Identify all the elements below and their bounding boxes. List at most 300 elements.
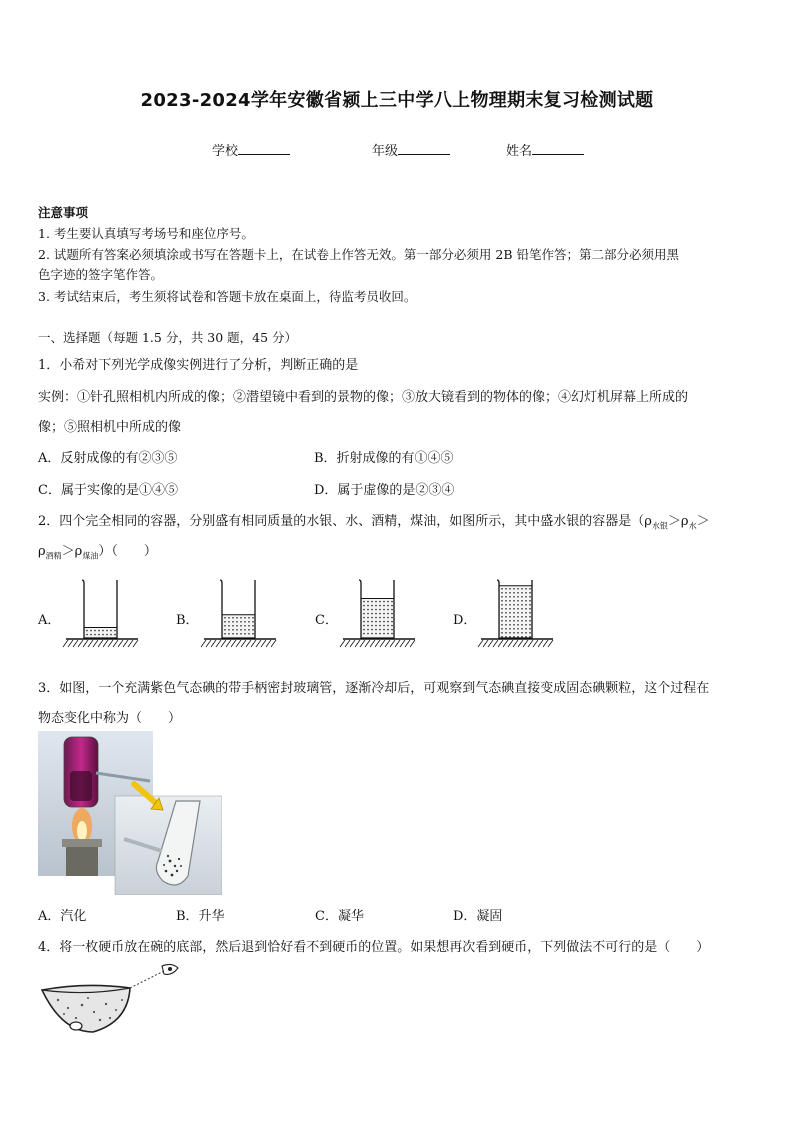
liquid-dot: [224, 621, 226, 623]
liquid-dot: [513, 632, 515, 634]
liquid-dot: [509, 588, 511, 590]
liquid-dot: [505, 588, 507, 590]
liquid-dot: [363, 633, 365, 635]
q1-example-line-2: 像；⑤照相机中所成的像: [38, 420, 182, 435]
ground-hatch: [360, 640, 365, 647]
liquid-dot: [387, 613, 389, 615]
notes-heading: 注意事项: [38, 205, 89, 220]
liquid-dot: [375, 633, 377, 635]
liquid-fill: [84, 628, 117, 638]
liquid-fill: [361, 599, 394, 638]
liquid-dot: [110, 634, 112, 636]
liquid-dot: [383, 625, 385, 627]
q1-stem: 1．小希对下列光学成像实例进行了分析，判断正确的是: [38, 358, 359, 373]
liquid-dot: [525, 588, 527, 590]
liquid-dot: [505, 600, 507, 602]
q2-stem-line-2: $\rho_{酒精}>\rho_{煤油}$）（ ）: [38, 544, 157, 561]
note-line-3: 色字迹的签字笔作答。: [38, 267, 164, 282]
school-blank: [238, 142, 290, 155]
note-line-2: 2. 试题所有答案必须填涂或书写在答题卡上，在试卷上作答无效。第一部分必须用 2B 铅笔作答；第二部分必须用黑: [38, 247, 679, 262]
liquid-dot: [236, 629, 238, 631]
liquid-dot: [114, 630, 116, 632]
q3-option-c: C．凝华: [315, 909, 364, 924]
ground-hatch: [241, 640, 246, 647]
liquid-dot: [513, 600, 515, 602]
liquid-dot: [517, 596, 519, 598]
ground-hatch: [226, 640, 231, 647]
liquid-dot: [106, 630, 108, 632]
liquid-dot: [529, 604, 531, 606]
liquid-dot: [521, 616, 523, 618]
ground-hatch: [548, 640, 553, 647]
liquid-dot: [363, 625, 365, 627]
liquid-dot: [509, 596, 511, 598]
ground-hatch: [201, 640, 206, 647]
liquid-dot: [371, 633, 373, 635]
q1-option-b: B．折射成像的有①④⑤: [314, 451, 454, 466]
liquid-dot: [517, 620, 519, 622]
ground-hatch: [93, 640, 98, 647]
liquid-dot: [379, 621, 381, 623]
q2-stem-line-1: 2．四个完全相同的容器，分别盛有相同质量的水银、水、酒精，煤油，如图所示，其中盛水银的容器是（$\rho_{水银}>\rho_水>$: [38, 514, 710, 531]
ground-hatch: [221, 640, 226, 647]
liquid-dot: [509, 616, 511, 618]
liquid-dot: [521, 620, 523, 622]
liquid-dot: [371, 617, 373, 619]
liquid-dot: [232, 617, 234, 619]
liquid-dot: [232, 621, 234, 623]
q3-option-a: A．汽化: [38, 909, 87, 924]
q3-option-d: D．凝固: [453, 909, 503, 924]
q2-option-a-label: A．: [38, 613, 61, 628]
ground-hatch: [88, 640, 93, 647]
liquid-dot: [375, 625, 377, 627]
liquid-dot: [379, 609, 381, 611]
liquid-dot: [363, 601, 365, 603]
liquid-dot: [375, 613, 377, 615]
grade-blank: [398, 142, 450, 155]
liquid-dot: [387, 605, 389, 607]
liquid-dot: [387, 621, 389, 623]
liquid-dot: [387, 629, 389, 631]
liquid-dot: [505, 632, 507, 634]
liquid-dot: [513, 608, 515, 610]
ground-hatch: [123, 640, 128, 647]
liquid-dot: [505, 620, 507, 622]
liquid-dot: [224, 629, 226, 631]
liquid-dot: [363, 617, 365, 619]
liquid-dot: [505, 612, 507, 614]
ground-hatch: [231, 640, 236, 647]
liquid-dot: [529, 600, 531, 602]
ground-hatch: [68, 640, 73, 647]
liquid-dot: [224, 633, 226, 635]
liquid-dot: [379, 629, 381, 631]
note-line-1: 1. 考生要认真填写考场号和座位序号。: [38, 226, 254, 241]
liquid-dot: [387, 617, 389, 619]
liquid-dot: [501, 588, 503, 590]
ground-hatch: [370, 640, 375, 647]
liquid-dot: [367, 601, 369, 603]
ground-hatch: [118, 640, 123, 647]
liquid-dot: [228, 633, 230, 635]
liquid-dot: [232, 633, 234, 635]
liquid-dot: [505, 608, 507, 610]
liquid-dot: [509, 604, 511, 606]
liquid-dot: [375, 609, 377, 611]
liquid-dot: [236, 633, 238, 635]
liquid-dot: [521, 588, 523, 590]
liquid-dot: [367, 629, 369, 631]
liquid-dot: [244, 621, 246, 623]
liquid-dot: [517, 600, 519, 602]
ground-hatch: [503, 640, 508, 647]
liquid-dot: [224, 625, 226, 627]
liquid-dot: [509, 592, 511, 594]
liquid-dot: [529, 592, 531, 594]
liquid-dot: [248, 625, 250, 627]
liquid-dot: [383, 605, 385, 607]
liquid-dot: [529, 612, 531, 614]
liquid-dot: [102, 630, 104, 632]
liquid-dot: [244, 617, 246, 619]
liquid-dot: [529, 628, 531, 630]
liquid-dot: [236, 617, 238, 619]
ground-hatch: [493, 640, 498, 647]
q3-option-b: B．升华: [176, 909, 225, 924]
liquid-dot: [513, 592, 515, 594]
liquid-dot: [383, 633, 385, 635]
school-field: [212, 140, 290, 159]
liquid-dot: [513, 604, 515, 606]
liquid-dot: [244, 633, 246, 635]
liquid-dot: [240, 629, 242, 631]
liquid-dot: [505, 592, 507, 594]
iodine-tube-photo: [38, 731, 222, 895]
liquid-dot: [228, 625, 230, 627]
liquid-dot: [505, 628, 507, 630]
liquid-dot: [252, 617, 254, 619]
beaker-d: [477, 576, 557, 651]
liquid-dot: [509, 600, 511, 602]
liquid-dot: [383, 601, 385, 603]
ground-hatch: [483, 640, 488, 647]
ground-hatch: [478, 640, 483, 647]
liquid-dot: [517, 632, 519, 634]
ground-hatch: [251, 640, 256, 647]
liquid-dot: [501, 604, 503, 606]
ground-hatch: [216, 640, 221, 647]
liquid-dot: [86, 630, 88, 632]
liquid-dot: [521, 624, 523, 626]
ground-hatch: [355, 640, 360, 647]
liquid-dot: [375, 601, 377, 603]
liquid-dot: [525, 604, 527, 606]
liquid-dot: [391, 609, 393, 611]
liquid-dot: [106, 634, 108, 636]
liquid-dot: [509, 608, 511, 610]
page-title: 2023-2024学年安徽省颍上三中学八上物理期末复习检测试题: [140, 90, 654, 111]
q1-example-line-1: 实例：①针孔照相机内所成的像；②潜望镜中看到的景物的像；③放大镜看到的物体的像；④幻灯机屏幕上所成的: [38, 390, 689, 405]
liquid-dot: [244, 625, 246, 627]
ground-hatch: [256, 640, 261, 647]
liquid-dot: [517, 616, 519, 618]
liquid-dot: [505, 596, 507, 598]
ground-hatch: [543, 640, 548, 647]
liquid-dot: [517, 604, 519, 606]
ground-hatch: [246, 640, 251, 647]
liquid-dot: [383, 609, 385, 611]
ground-hatch: [405, 640, 410, 647]
liquid-dot: [252, 621, 254, 623]
liquid-dot: [391, 613, 393, 615]
ground-hatch: [533, 640, 538, 647]
liquid-dot: [513, 628, 515, 630]
liquid-dot: [240, 625, 242, 627]
liquid-dot: [501, 600, 503, 602]
liquid-dot: [505, 604, 507, 606]
liquid-dot: [509, 612, 511, 614]
liquid-dot: [371, 609, 373, 611]
liquid-dot: [529, 608, 531, 610]
liquid-dot: [367, 625, 369, 627]
ground-hatch: [63, 640, 68, 647]
liquid-dot: [501, 632, 503, 634]
liquid-dot: [228, 621, 230, 623]
liquid-dot: [240, 617, 242, 619]
ground-hatch: [410, 640, 415, 647]
ground-hatch: [266, 640, 271, 647]
liquid-dot: [248, 629, 250, 631]
liquid-dot: [521, 604, 523, 606]
liquid-dot: [387, 633, 389, 635]
ground-hatch: [133, 640, 138, 647]
ground-hatch: [128, 640, 133, 647]
liquid-dot: [505, 616, 507, 618]
liquid-dot: [525, 592, 527, 594]
liquid-dot: [252, 629, 254, 631]
liquid-dot: [517, 592, 519, 594]
liquid-dot: [375, 617, 377, 619]
liquid-dot: [525, 632, 527, 634]
liquid-dot: [529, 588, 531, 590]
q1-option-d: D．属于虚像的是②③④: [314, 483, 455, 498]
liquid-dot: [501, 616, 503, 618]
ground-hatch: [498, 640, 503, 647]
liquid-dot: [383, 617, 385, 619]
ground-hatch: [261, 640, 266, 647]
liquid-dot: [387, 601, 389, 603]
name-label: 姓名: [506, 144, 533, 159]
liquid-dot: [379, 625, 381, 627]
liquid-dot: [391, 605, 393, 607]
liquid-dot: [240, 621, 242, 623]
liquid-dot: [391, 601, 393, 603]
liquid-dot: [367, 633, 369, 635]
liquid-dot: [228, 629, 230, 631]
liquid-dot: [375, 629, 377, 631]
liquid-dot: [513, 596, 515, 598]
liquid-dot: [252, 633, 254, 635]
liquid-dot: [517, 628, 519, 630]
liquid-dot: [371, 629, 373, 631]
liquid-dot: [391, 625, 393, 627]
liquid-dot: [236, 621, 238, 623]
ground-hatch: [365, 640, 370, 647]
liquid-dot: [521, 632, 523, 634]
liquid-dot: [525, 616, 527, 618]
ground-hatch: [518, 640, 523, 647]
ground-hatch: [236, 640, 241, 647]
ground-hatch: [538, 640, 543, 647]
liquid-dot: [391, 633, 393, 635]
liquid-dot: [501, 624, 503, 626]
ground-hatch: [380, 640, 385, 647]
liquid-dot: [248, 617, 250, 619]
liquid-dot: [371, 621, 373, 623]
liquid-dot: [363, 629, 365, 631]
liquid-dot: [391, 621, 393, 623]
liquid-dot: [521, 592, 523, 594]
name-blank: [532, 142, 584, 155]
liquid-dot: [529, 596, 531, 598]
beaker-a: [62, 576, 142, 651]
liquid-dot: [509, 624, 511, 626]
liquid-dot: [367, 613, 369, 615]
liquid-dot: [521, 608, 523, 610]
liquid-dot: [379, 605, 381, 607]
liquid-dot: [375, 605, 377, 607]
bowl-coin-figure: [38, 960, 188, 1040]
grade-label: 年级: [372, 144, 399, 159]
liquid-dot: [232, 629, 234, 631]
liquid-dot: [224, 617, 226, 619]
liquid-dot: [513, 624, 515, 626]
liquid-dot: [509, 632, 511, 634]
liquid-dot: [252, 625, 254, 627]
liquid-dot: [240, 633, 242, 635]
note-line-4: 3. 考试结束后，考生须将试卷和答题卡放在桌面上，待监考员收回。: [38, 289, 417, 304]
liquid-dot: [371, 625, 373, 627]
q2-option-c-label: C．: [315, 613, 338, 628]
liquid-dot: [517, 612, 519, 614]
liquid-dot: [505, 624, 507, 626]
grade-field: [372, 140, 450, 159]
liquid-dot: [363, 605, 365, 607]
liquid-dot: [379, 617, 381, 619]
liquid-dot: [94, 634, 96, 636]
liquid-dot: [363, 621, 365, 623]
liquid-dot: [379, 633, 381, 635]
liquid-dot: [521, 628, 523, 630]
liquid-dot: [379, 613, 381, 615]
liquid-dot: [391, 617, 393, 619]
liquid-dot: [383, 621, 385, 623]
liquid-dot: [525, 624, 527, 626]
liquid-dot: [521, 612, 523, 614]
section-heading: 一、选择题（每题 1.5 分，共 30 题，45 分）: [38, 330, 298, 345]
liquid-dot: [501, 608, 503, 610]
liquid-dot: [86, 634, 88, 636]
ground-hatch: [340, 640, 345, 647]
liquid-dot: [517, 588, 519, 590]
liquid-dot: [529, 620, 531, 622]
ground-hatch: [83, 640, 88, 647]
ground-hatch: [211, 640, 216, 647]
ground-hatch: [400, 640, 405, 647]
q1-option-a: A．反射成像的有②③⑤: [38, 451, 178, 466]
liquid-dot: [94, 630, 96, 632]
liquid-dot: [501, 612, 503, 614]
liquid-dot: [513, 616, 515, 618]
ground-hatch: [375, 640, 380, 647]
liquid-dot: [367, 609, 369, 611]
liquid-dot: [517, 608, 519, 610]
ground-hatch: [513, 640, 518, 647]
liquid-dot: [501, 592, 503, 594]
liquid-dot: [517, 624, 519, 626]
beaker-b: [200, 576, 280, 651]
ground-hatch: [390, 640, 395, 647]
q3-stem-line-2: 物态变化中称为（ ）: [38, 711, 182, 726]
q1-option-c: C．属于实像的是①④⑤: [38, 483, 178, 498]
liquid-dot: [391, 629, 393, 631]
liquid-dot: [248, 621, 250, 623]
liquid-dot: [525, 628, 527, 630]
liquid-dot: [232, 625, 234, 627]
ground-hatch: [508, 640, 513, 647]
q2-option-b-label: B．: [176, 613, 199, 628]
ground-hatch: [98, 640, 103, 647]
ground-hatch: [73, 640, 78, 647]
q4-stem: 4．将一枚硬币放在碗的底部，然后退到恰好看不到硬币的位置。如果想再次看到硬币，下列做法不可行的是（ ）: [38, 940, 710, 955]
liquid-dot: [383, 629, 385, 631]
liquid-dot: [236, 625, 238, 627]
liquid-fill: [499, 586, 532, 638]
liquid-dot: [521, 596, 523, 598]
liquid-dot: [513, 620, 515, 622]
ground-hatch: [488, 640, 493, 647]
ground-hatch: [395, 640, 400, 647]
liquid-dot: [525, 600, 527, 602]
liquid-dot: [375, 621, 377, 623]
q2-option-d-label: D．: [453, 613, 477, 628]
liquid-dot: [363, 613, 365, 615]
liquid-dot: [114, 634, 116, 636]
liquid-dot: [98, 630, 100, 632]
liquid-dot: [387, 609, 389, 611]
liquid-dot: [509, 620, 511, 622]
liquid-dot: [501, 596, 503, 598]
liquid-dot: [525, 620, 527, 622]
liquid-dot: [509, 628, 511, 630]
liquid-dot: [98, 634, 100, 636]
liquid-dot: [367, 605, 369, 607]
liquid-dot: [387, 625, 389, 627]
liquid-dot: [379, 601, 381, 603]
liquid-dot: [501, 628, 503, 630]
liquid-dot: [367, 621, 369, 623]
liquid-dot: [110, 630, 112, 632]
liquid-dot: [525, 608, 527, 610]
liquid-dot: [529, 632, 531, 634]
ground-hatch: [271, 640, 276, 647]
liquid-dot: [248, 633, 250, 635]
liquid-dot: [525, 612, 527, 614]
liquid-dot: [383, 613, 385, 615]
liquid-dot: [367, 617, 369, 619]
liquid-dot: [525, 596, 527, 598]
